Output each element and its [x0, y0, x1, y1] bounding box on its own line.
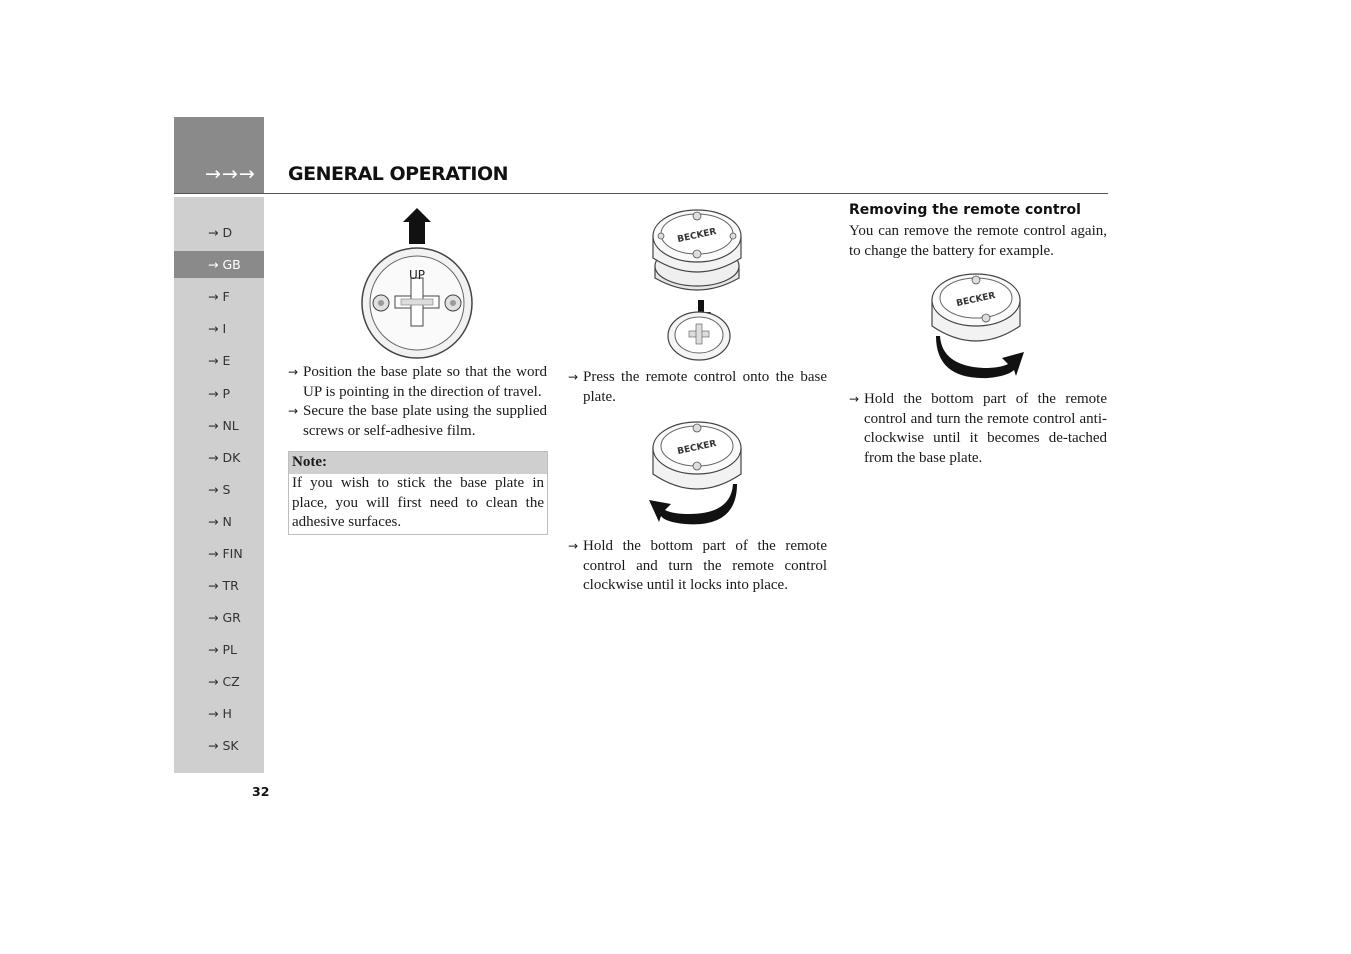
note-box — [288, 451, 548, 535]
step-turn-anticlockwise: → Hold the bottom part of the remote control and turn the remote control anti-clockwise until it becomes de-tached from the base plate. — [849, 391, 1107, 466]
step-press-remote: → Press the remote control onto the base plate. — [568, 369, 827, 405]
page-number: 32 — [252, 784, 270, 799]
note-body: If you wish to stick the base plate in place, you will first need to clean the adhesive surfaces. — [292, 475, 544, 530]
language-sidebar — [174, 197, 264, 773]
sidebar-item-i[interactable]: → I — [208, 321, 227, 336]
remote-anticlockwise-illustration — [926, 270, 1030, 386]
sidebar-item-dk[interactable]: → DK — [208, 450, 241, 465]
sidebar-item-tr[interactable]: → TR — [208, 578, 239, 593]
sidebar-item-gb[interactable]: → GB — [174, 251, 264, 278]
section-heading: Removing the remote control — [849, 202, 1081, 218]
arrow-icon: → — [568, 539, 579, 553]
intro-paragraph: You can remove the remote control again, to change the battery for example. — [849, 223, 1107, 259]
header-arrows: →→→ — [205, 163, 256, 185]
svg-text:BECKER: BECKER — [955, 290, 997, 310]
note-title: Note: — [289, 452, 547, 474]
step-position-base-plate: → Position the base plate so that the word UP is pointing in the direction of travel. — [288, 364, 547, 400]
arrow-icon: → — [288, 404, 299, 418]
sidebar-item-pl[interactable]: → PL — [208, 642, 237, 657]
sidebar-item-p[interactable]: → P — [208, 386, 230, 401]
sidebar-item-s[interactable]: → S — [208, 482, 231, 497]
up-label: UP — [408, 268, 426, 282]
header-divider — [174, 193, 1108, 194]
remote-clockwise-illustration — [645, 418, 749, 534]
arrow-icon: → — [568, 370, 579, 384]
step-secure-base-plate: → Secure the base plate using the supplied screws or self-adhesive film. — [288, 403, 547, 439]
sidebar-item-fin[interactable]: → FIN — [208, 546, 243, 561]
sidebar-item-e[interactable]: → E — [208, 353, 231, 368]
step-turn-clockwise: → Hold the bottom part of the remote control and turn the remote control clockwise until it locks into place. — [568, 538, 827, 593]
page-title: GENERAL OPERATION — [288, 163, 509, 185]
sidebar-item-gr[interactable]: → GR — [208, 610, 241, 625]
sidebar-item-f[interactable]: → F — [208, 289, 230, 304]
svg-text:BECKER: BECKER — [676, 226, 718, 246]
sidebar-item-n[interactable]: → N — [208, 514, 232, 529]
base-plate-illustration — [355, 206, 479, 360]
sidebar-item-sk[interactable]: → SK — [208, 738, 239, 753]
remote-press-illustration — [645, 206, 749, 364]
arrow-icon: → — [288, 365, 299, 379]
sidebar-item-d[interactable]: → D — [208, 225, 233, 240]
sidebar-item-nl[interactable]: → NL — [208, 418, 239, 433]
sidebar-item-cz[interactable]: → CZ — [208, 674, 240, 689]
svg-text:BECKER: BECKER — [676, 438, 718, 458]
arrow-icon: → — [849, 392, 860, 406]
sidebar-item-h[interactable]: → H — [208, 706, 232, 721]
